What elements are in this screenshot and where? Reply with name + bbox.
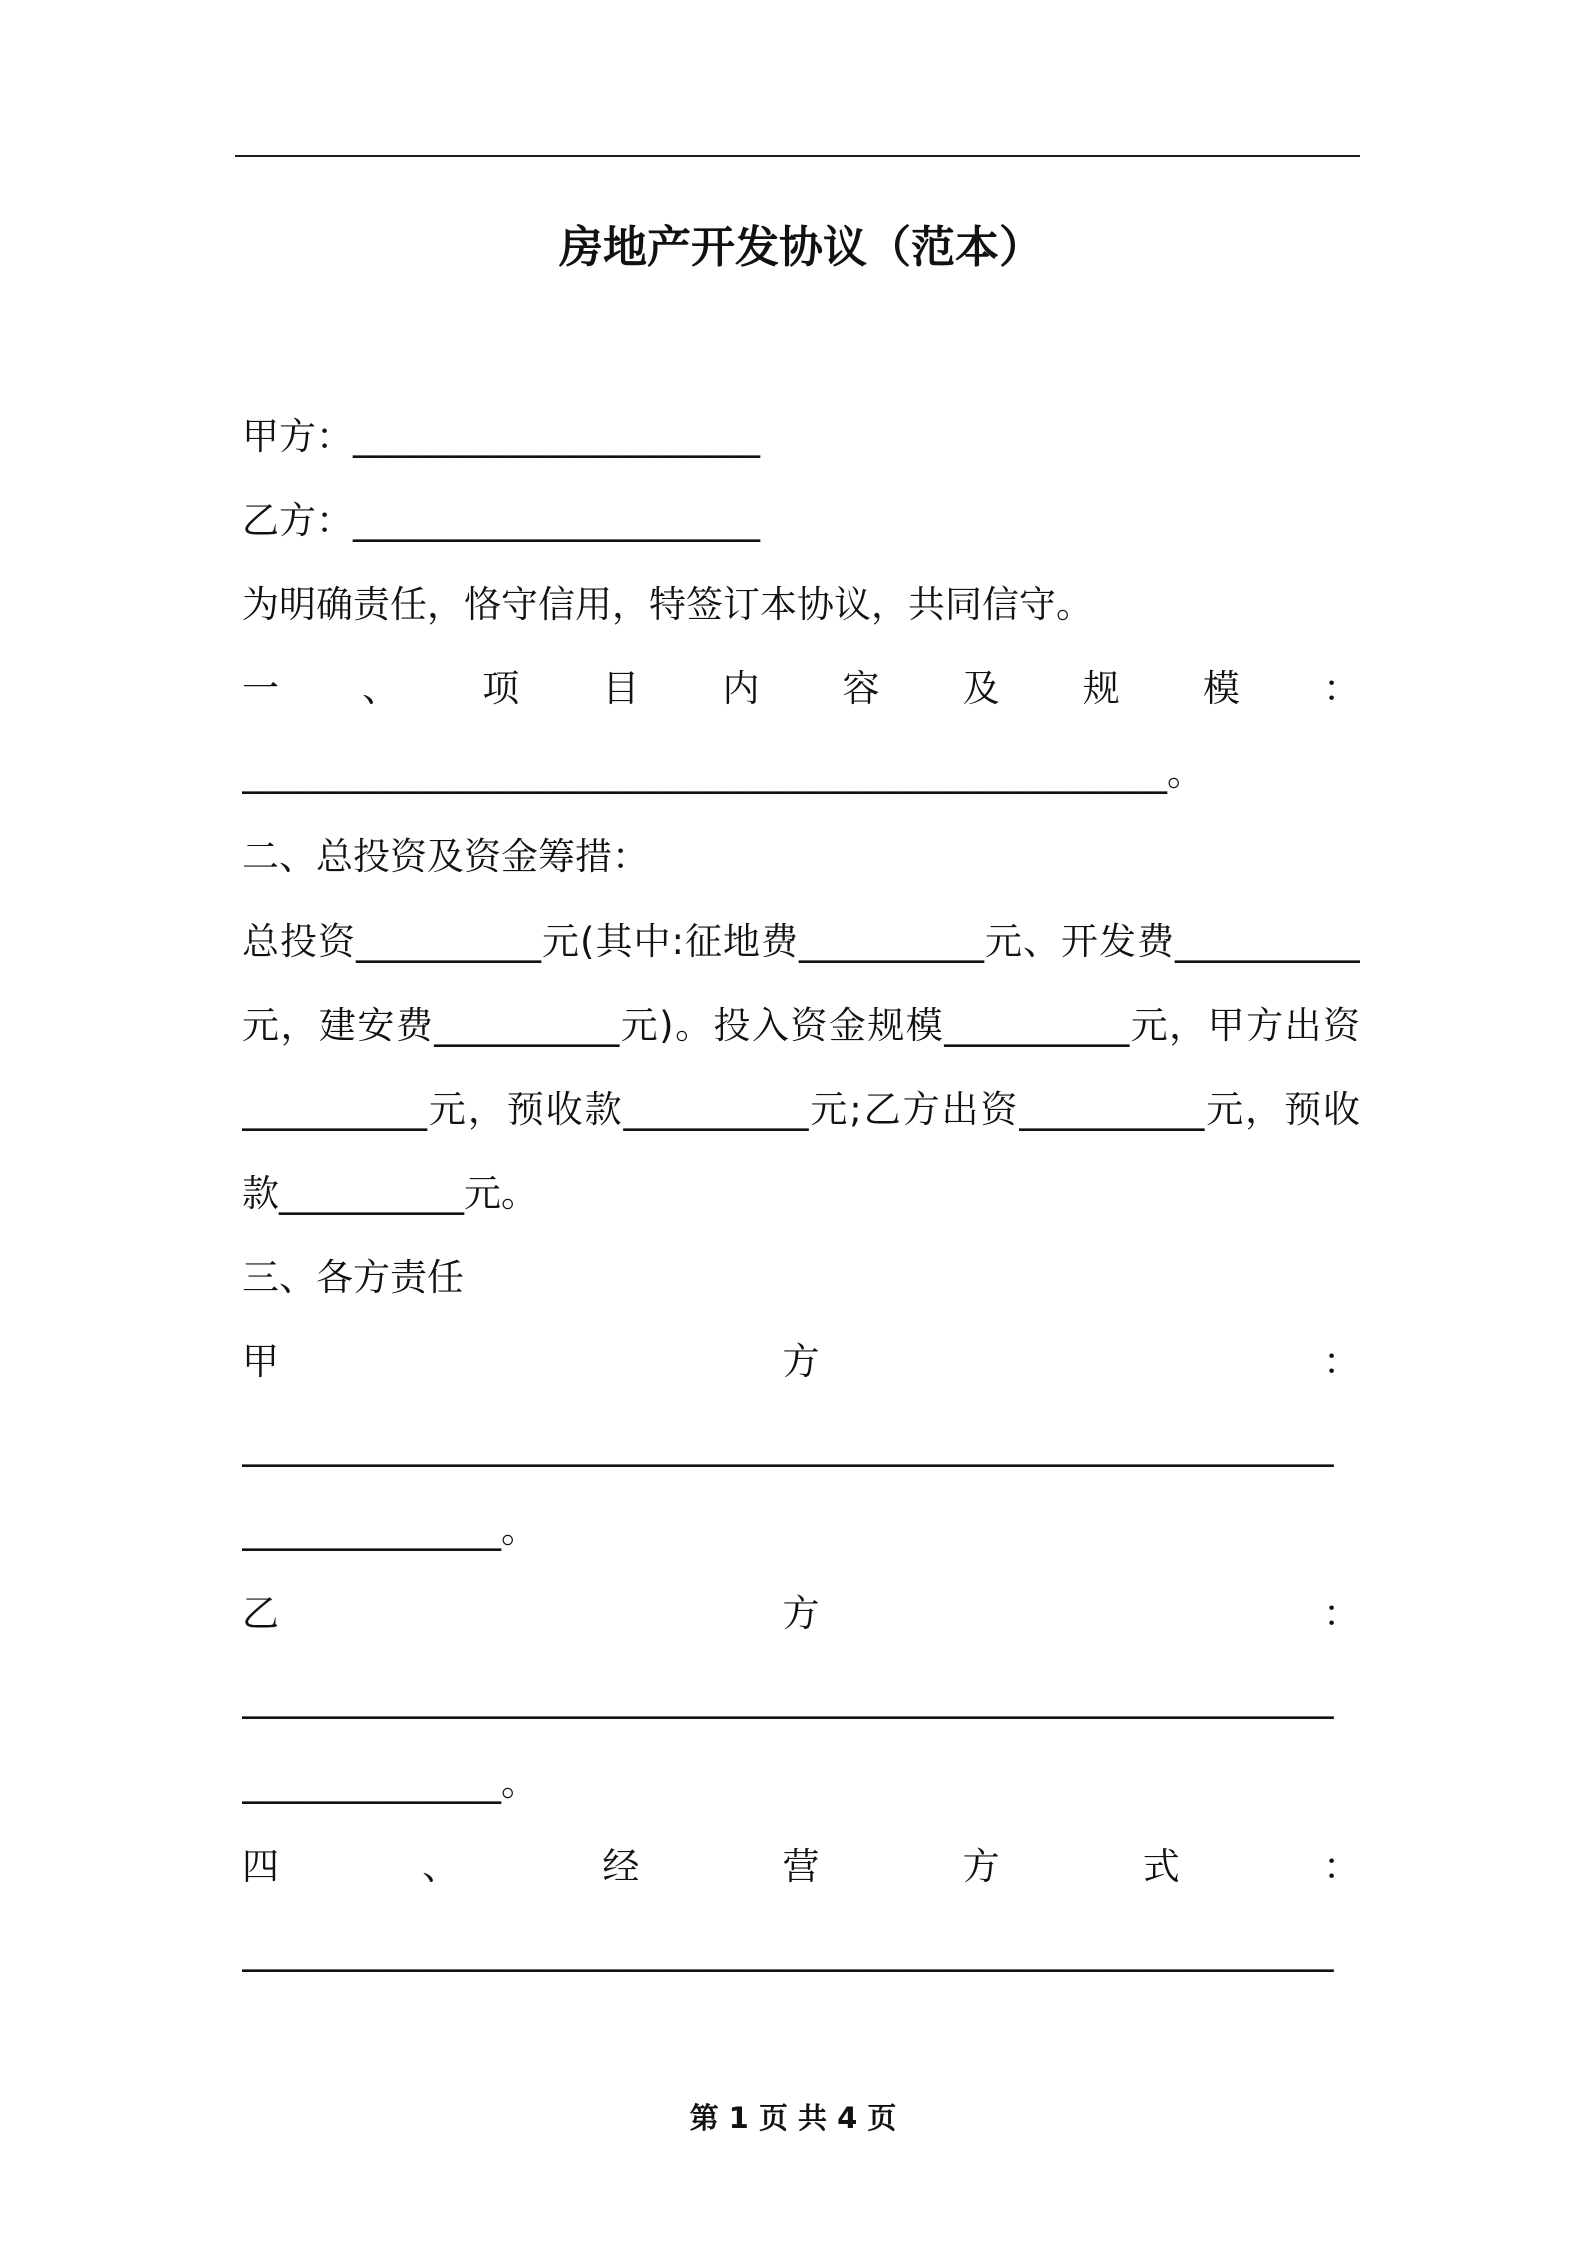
heading-char: 、: [362, 667, 400, 711]
section3-party-a-blank: ___________________________________________________________: [242, 1424, 1334, 1468]
heading-char: 方: [962, 1844, 1000, 1888]
heading-char: 规: [1082, 667, 1120, 711]
preamble: 为明确责任，恪守信用，特签订本协议，共同信守。: [242, 583, 1093, 627]
heading-char: 式: [1142, 1844, 1180, 1888]
heading-char: 经: [602, 1844, 640, 1888]
heading-char: ：: [1322, 1844, 1360, 1888]
heading-char: 内: [722, 667, 760, 711]
party-a-line: 甲方：______________________: [242, 415, 760, 458]
heading-char: ：: [1323, 1592, 1360, 1636]
party-b-line: 乙方：______________________: [242, 499, 760, 543]
heading-char: 方: [782, 1592, 820, 1636]
heading-char: 、: [422, 1844, 460, 1888]
heading-char: ：: [1322, 667, 1360, 711]
page-number: 第 1 页 共 4 页: [689, 2101, 897, 2135]
section3-party-b-blank: ___________________________________________________________: [242, 1676, 1334, 1720]
heading-char: 四: [242, 1844, 279, 1888]
heading-char: 目: [602, 667, 640, 711]
section1-heading: [242, 647, 1360, 731]
section3-party-b-blank-end: ______________。: [242, 1760, 538, 1804]
heading-char: ：: [1323, 1340, 1360, 1384]
section2-heading: 二、总投资及资金筹措：: [242, 835, 649, 879]
heading-char: 模: [1202, 667, 1240, 711]
section1-blank: __________________________________________________。: [242, 751, 1204, 795]
section2-line-2: 元，建安费__________元)。投入资金规模__________元，甲方出资: [242, 1003, 1360, 1047]
section3-party-a-blank-end: ______________。: [242, 1508, 538, 1552]
section2-line-1: 总投资__________元(其中:征地费__________元、开发费__________: [242, 919, 1360, 963]
header-rule: [235, 155, 1360, 157]
section3-party-a-label: [242, 1320, 1360, 1404]
heading-char: 项: [482, 667, 520, 711]
section2-line-3: __________元，预收款__________元;乙方出资__________元，预收: [242, 1087, 1360, 1131]
heading-char: 甲: [242, 1340, 279, 1384]
heading-char: 容: [842, 667, 880, 711]
section3-heading: 三、各方责任: [242, 1255, 464, 1299]
heading-char: 乙: [242, 1592, 279, 1636]
section2-line-4: 款__________元。: [242, 1171, 538, 1215]
heading-char: 营: [782, 1844, 820, 1888]
section4-blank: ___________________________________________________________: [242, 1928, 1334, 1972]
section4-heading: [242, 1825, 1360, 1909]
heading-char: 方: [782, 1340, 820, 1384]
document-body: [242, 395, 1360, 1993]
section3-party-b-label: [242, 1572, 1360, 1656]
heading-char: 一: [242, 667, 279, 711]
document-title: 房地产开发协议（范本）: [559, 222, 1043, 273]
heading-char: 及: [962, 667, 1000, 711]
